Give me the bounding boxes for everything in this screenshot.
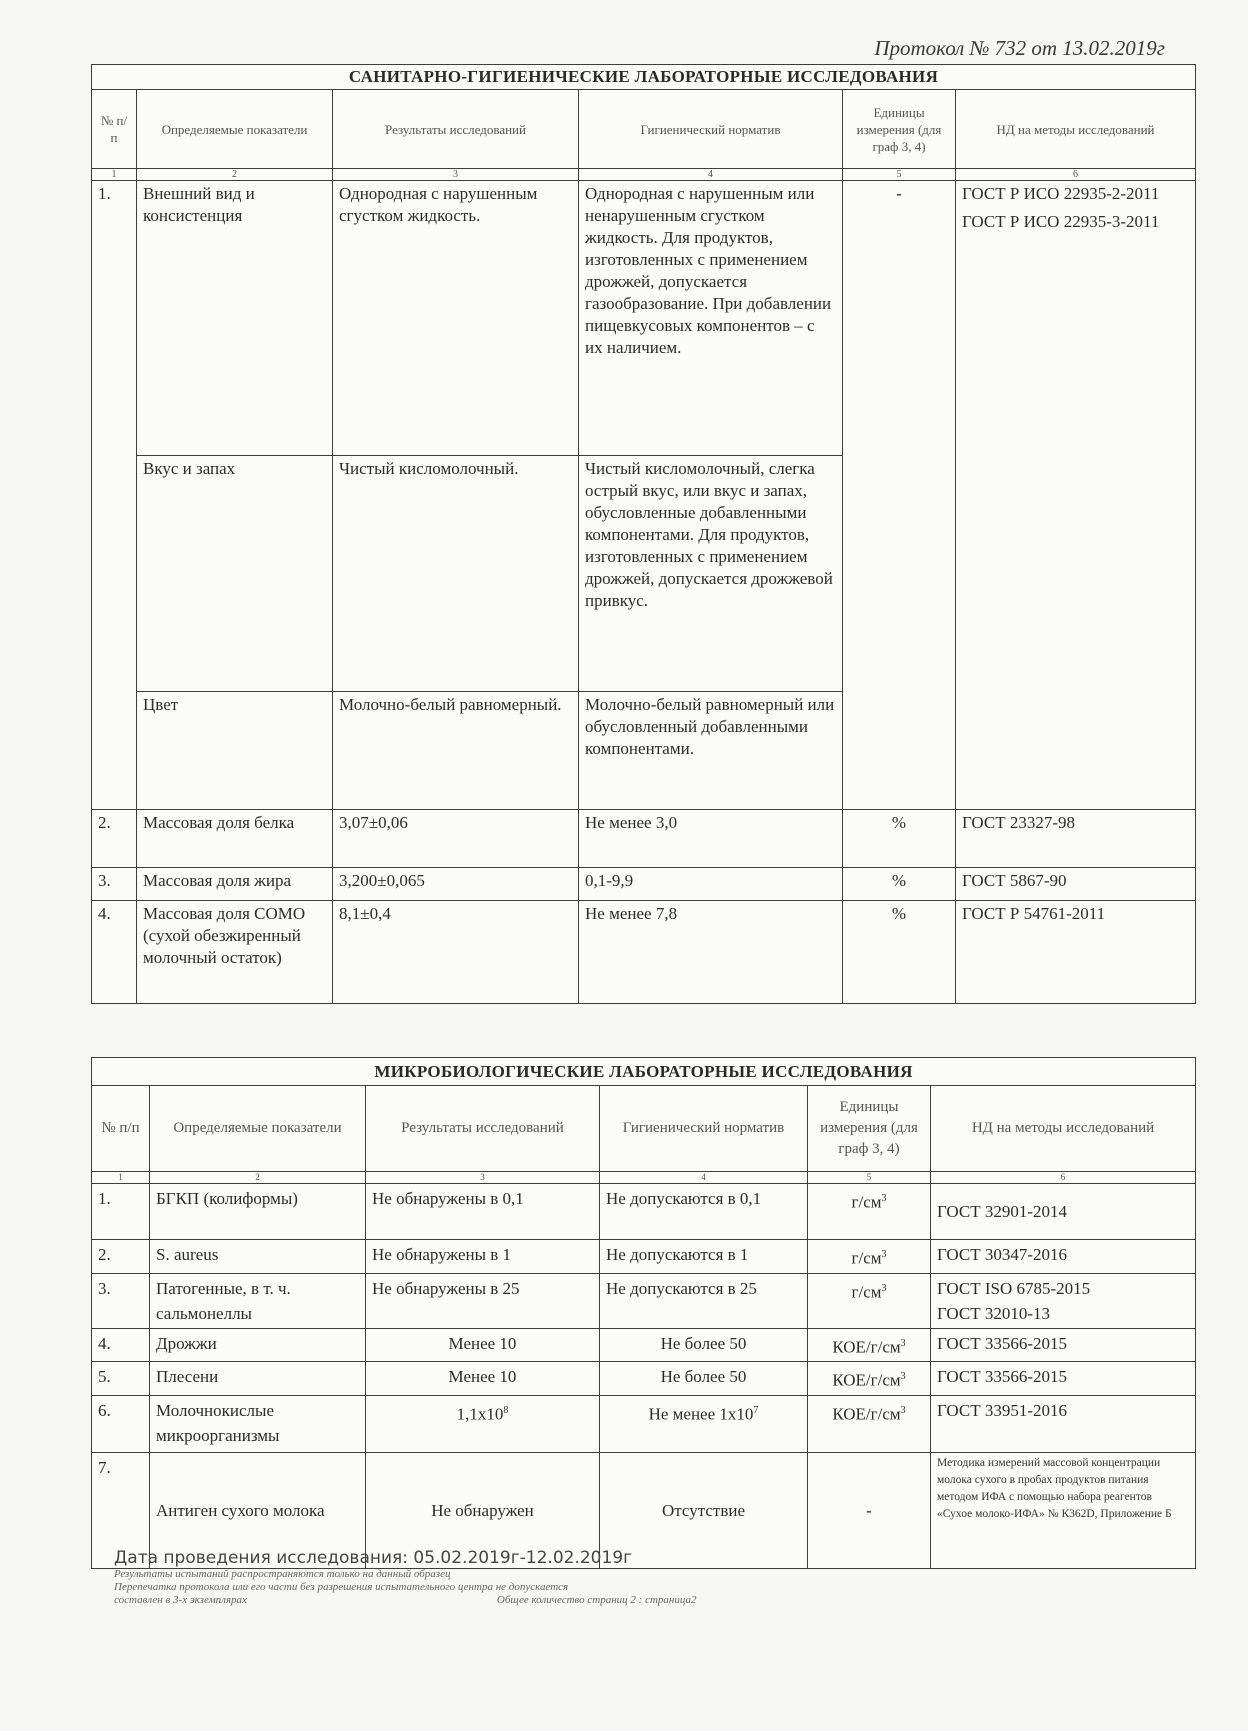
column-number: 2 <box>150 1172 366 1184</box>
method-text-2: ГОСТ Р ИСО 22935-3-2011 <box>962 212 1160 231</box>
norm-cell: Молочно-белый равномерный или обусловленный добавленными компонентами. <box>579 692 843 810</box>
footer <box>114 1548 1114 1607</box>
unit-cell <box>808 1328 931 1362</box>
row-number: 4. <box>92 901 137 1004</box>
result-cell: Не обнаружены в 1 <box>366 1240 600 1274</box>
indicator-cell: Цвет <box>137 692 333 810</box>
column-header-unit: Единицы измерения (для граф 3, 4) <box>843 90 956 169</box>
result-cell: Менее 10 <box>366 1362 600 1396</box>
result-cell: Молочно-белый равномерный. <box>333 692 579 810</box>
table-row <box>92 1240 1196 1274</box>
method-cell: ГОСТ Р 54761-2011 <box>956 901 1196 1004</box>
table-row <box>92 1273 1196 1328</box>
column-header-unit: Единицы измерения (для граф 3, 4) <box>808 1086 931 1172</box>
norm-cell: Не допускаются в 1 <box>600 1240 808 1274</box>
column-number: 3 <box>366 1172 600 1184</box>
column-header-method: НД на методы исследований <box>931 1086 1196 1172</box>
unit-cell <box>808 1362 931 1396</box>
micro-table-title: МИКРОБИОЛОГИЧЕСКИЕ ЛАБОРАТОРНЫЕ ИССЛЕДОВАНИЯ <box>92 1058 1196 1086</box>
column-number: 1 <box>92 169 137 181</box>
protocol-number: Протокол № 732 от 13.02.2019г <box>874 36 1165 60</box>
indicator-cell: S. aureus <box>150 1240 366 1274</box>
indicator-cell: Вкус и запах <box>137 456 333 692</box>
column-number: 5 <box>843 169 956 181</box>
row-number: 2. <box>92 810 137 868</box>
row-number: 1. <box>92 1184 150 1240</box>
column-header-norm: Гигиенический норматив <box>600 1086 808 1172</box>
indicator-cell: Массовая доля жира <box>137 868 333 901</box>
unit-cell <box>808 1184 931 1240</box>
method-cell: Методика измерений массовой концентрации молока сухого в пробах продуктов питания методом ИФА с помощью набора реагентов «Сухое молоко-ИФА» № К362D, Приложение Б <box>931 1452 1196 1568</box>
micro-table <box>91 1057 1196 1569</box>
indicator-cell: БГКП (колиформы) <box>150 1184 366 1240</box>
unit-exponent: 3 <box>900 1337 906 1349</box>
unit-text: КОЕ/г/см <box>832 1404 901 1424</box>
result-cell: 3,07±0,06 <box>333 810 579 868</box>
column-number: 4 <box>600 1172 808 1184</box>
column-header-result: Результаты исследований <box>366 1086 600 1172</box>
norm-cell: Не допускаются в 25 <box>600 1273 808 1328</box>
norm-cell: 0,1-9,9 <box>579 868 843 901</box>
indicator-cell: Массовая доля СОМО (сухой обезжиренный молочный остаток) <box>137 901 333 1004</box>
table-row <box>92 181 1196 456</box>
table-row <box>92 901 1196 1004</box>
row-number: 6. <box>92 1395 150 1452</box>
column-header-number: № п/п <box>92 90 137 169</box>
indicator-cell: Массовая доля белка <box>137 810 333 868</box>
unit-text: КОЕ/г/см <box>832 1337 901 1357</box>
norm-cell: Чистый кисломолочный, слегка острый вкус, или вкус и запах, обусловленные добавленными компонентами. Для продуктов, изготовленных с применением дрожжей, допускается дрожжевой привкус. <box>579 456 843 692</box>
sanitary-table-title: САНИТАРНО-ГИГИЕНИЧЕСКИЕ ЛАБОРАТОРНЫЕ ИССЛЕДОВАНИЯ <box>92 65 1196 90</box>
result-cell: Однородная с нарушенным сгустком жидкость. <box>333 181 579 456</box>
unit-exponent: 3 <box>900 1404 906 1416</box>
column-header-method: НД на методы исследований <box>956 90 1196 169</box>
result-text: 1,1x10 <box>456 1404 504 1424</box>
method-cell <box>931 1273 1196 1328</box>
unit-exponent: 3 <box>881 1193 887 1204</box>
table-row <box>92 1362 1196 1396</box>
unit-cell: % <box>843 810 956 868</box>
unit-exponent: 3 <box>900 1371 906 1383</box>
column-number: 6 <box>931 1172 1196 1184</box>
norm-cell: Не более 50 <box>600 1362 808 1396</box>
unit-exponent: 3 <box>881 1249 887 1260</box>
norm-cell: Однородная с нарушенным или ненарушенным сгустком жидкость. Для продуктов, изготовленных с применением дрожжей, допускается газообразование. При добавлении пищевкусовых компонентов – с их наличием. <box>579 181 843 456</box>
column-header-indicator: Определяемые показатели <box>150 1086 366 1172</box>
result-cell <box>366 1395 600 1452</box>
footer-note-copies: составлен в 3-х экземплярах <box>114 1594 247 1606</box>
method-text: ГОСТ Р ИСО 22935-2-2011 <box>962 184 1160 203</box>
indicator-cell: Патогенные, в т. ч. сальмонеллы <box>150 1273 366 1328</box>
result-exponent: 8 <box>503 1404 509 1416</box>
column-header-norm: Гигиенический норматив <box>579 90 843 169</box>
method-cell: ГОСТ 33566-2015 <box>931 1362 1196 1396</box>
result-cell: 8,1±0,4 <box>333 901 579 1004</box>
result-cell: Чистый кисломолочный. <box>333 456 579 692</box>
study-date: Дата проведения исследования: 05.02.2019г-12.02.2019г <box>114 1548 633 1568</box>
footer-note-copies-row <box>114 1594 1114 1607</box>
indicator-cell: Плесени <box>150 1362 366 1396</box>
unit-text: КОЕ/г/см <box>832 1370 901 1390</box>
norm-cell: Не более 50 <box>600 1328 808 1362</box>
norm-exponent: 7 <box>753 1404 759 1416</box>
sanitary-table <box>91 64 1196 1004</box>
table-row <box>92 1184 1196 1240</box>
unit-cell: - <box>843 181 956 810</box>
result-cell: Не обнаружены в 25 <box>366 1273 600 1328</box>
unit-text: г/см <box>851 1248 882 1268</box>
method-cell: ГОСТ 23327-98 <box>956 810 1196 868</box>
row-number: 7. <box>92 1452 150 1568</box>
column-number: 6 <box>956 169 1196 181</box>
norm-cell <box>600 1395 808 1452</box>
unit-cell <box>808 1240 931 1274</box>
unit-exponent: 3 <box>881 1282 887 1294</box>
method-cell: ГОСТ 32901-2014 <box>931 1184 1196 1240</box>
column-header-indicator: Определяемые показатели <box>137 90 333 169</box>
norm-cell: Отсутствие <box>600 1452 808 1568</box>
norm-cell: Не допускаются в 0,1 <box>600 1184 808 1240</box>
row-number: 3. <box>92 868 137 901</box>
table-row <box>92 1395 1196 1452</box>
row-number: 1. <box>92 181 137 810</box>
row-number: 3. <box>92 1273 150 1328</box>
row-number: 5. <box>92 1362 150 1396</box>
page-count: Общее количество страниц 2 : страница2 <box>496 1594 697 1606</box>
indicator-cell: Антиген сухого молока <box>150 1452 366 1568</box>
unit-cell <box>808 1273 931 1328</box>
unit-text: г/см <box>851 1282 882 1302</box>
result-cell: 3,200±0,065 <box>333 868 579 901</box>
indicator-cell: Внешний вид и консистенция <box>137 181 333 456</box>
table-row <box>92 1328 1196 1362</box>
norm-cell: Не менее 3,0 <box>579 810 843 868</box>
unit-cell: - <box>808 1452 931 1568</box>
result-cell: Не обнаружены в 0,1 <box>366 1184 600 1240</box>
method-cell: ГОСТ 5867-90 <box>956 868 1196 901</box>
indicator-cell: Дрожжи <box>150 1328 366 1362</box>
column-header-number: № п/п <box>92 1086 150 1172</box>
table-row <box>92 868 1196 901</box>
column-number: 5 <box>808 1172 931 1184</box>
footer-note-reprint: Перепечатка протокола или его части без разрешения испытательного центра не допускается <box>114 1581 569 1593</box>
unit-text: г/см <box>851 1192 882 1212</box>
column-number: 4 <box>579 169 843 181</box>
column-number: 2 <box>137 169 333 181</box>
method-cell: ГОСТ 30347-2016 <box>931 1240 1196 1274</box>
unit-cell: % <box>843 868 956 901</box>
method-cell: ГОСТ 33566-2015 <box>931 1328 1196 1362</box>
column-number: 3 <box>333 169 579 181</box>
method-text-2: ГОСТ 32010-13 <box>937 1303 1051 1323</box>
row-number: 4. <box>92 1328 150 1362</box>
unit-cell: % <box>843 901 956 1004</box>
result-cell: Менее 10 <box>366 1328 600 1362</box>
footer-note-results: Результаты испытаний распространяются только на данный образец <box>114 1568 451 1580</box>
norm-text: Не менее 1x10 <box>648 1404 754 1424</box>
method-cell: ГОСТ 33951-2016 <box>931 1395 1196 1452</box>
norm-cell: Не менее 7,8 <box>579 901 843 1004</box>
column-number: 1 <box>92 1172 150 1184</box>
unit-cell <box>808 1395 931 1452</box>
table-row <box>92 810 1196 868</box>
column-header-result: Результаты исследований <box>333 90 579 169</box>
method-text: ГОСТ ISO 6785-2015 <box>937 1278 1091 1298</box>
row-number: 2. <box>92 1240 150 1274</box>
result-cell: Не обнаружен <box>366 1452 600 1568</box>
method-cell <box>956 181 1196 810</box>
indicator-cell: Молочнокислые микроорганизмы <box>150 1395 366 1452</box>
